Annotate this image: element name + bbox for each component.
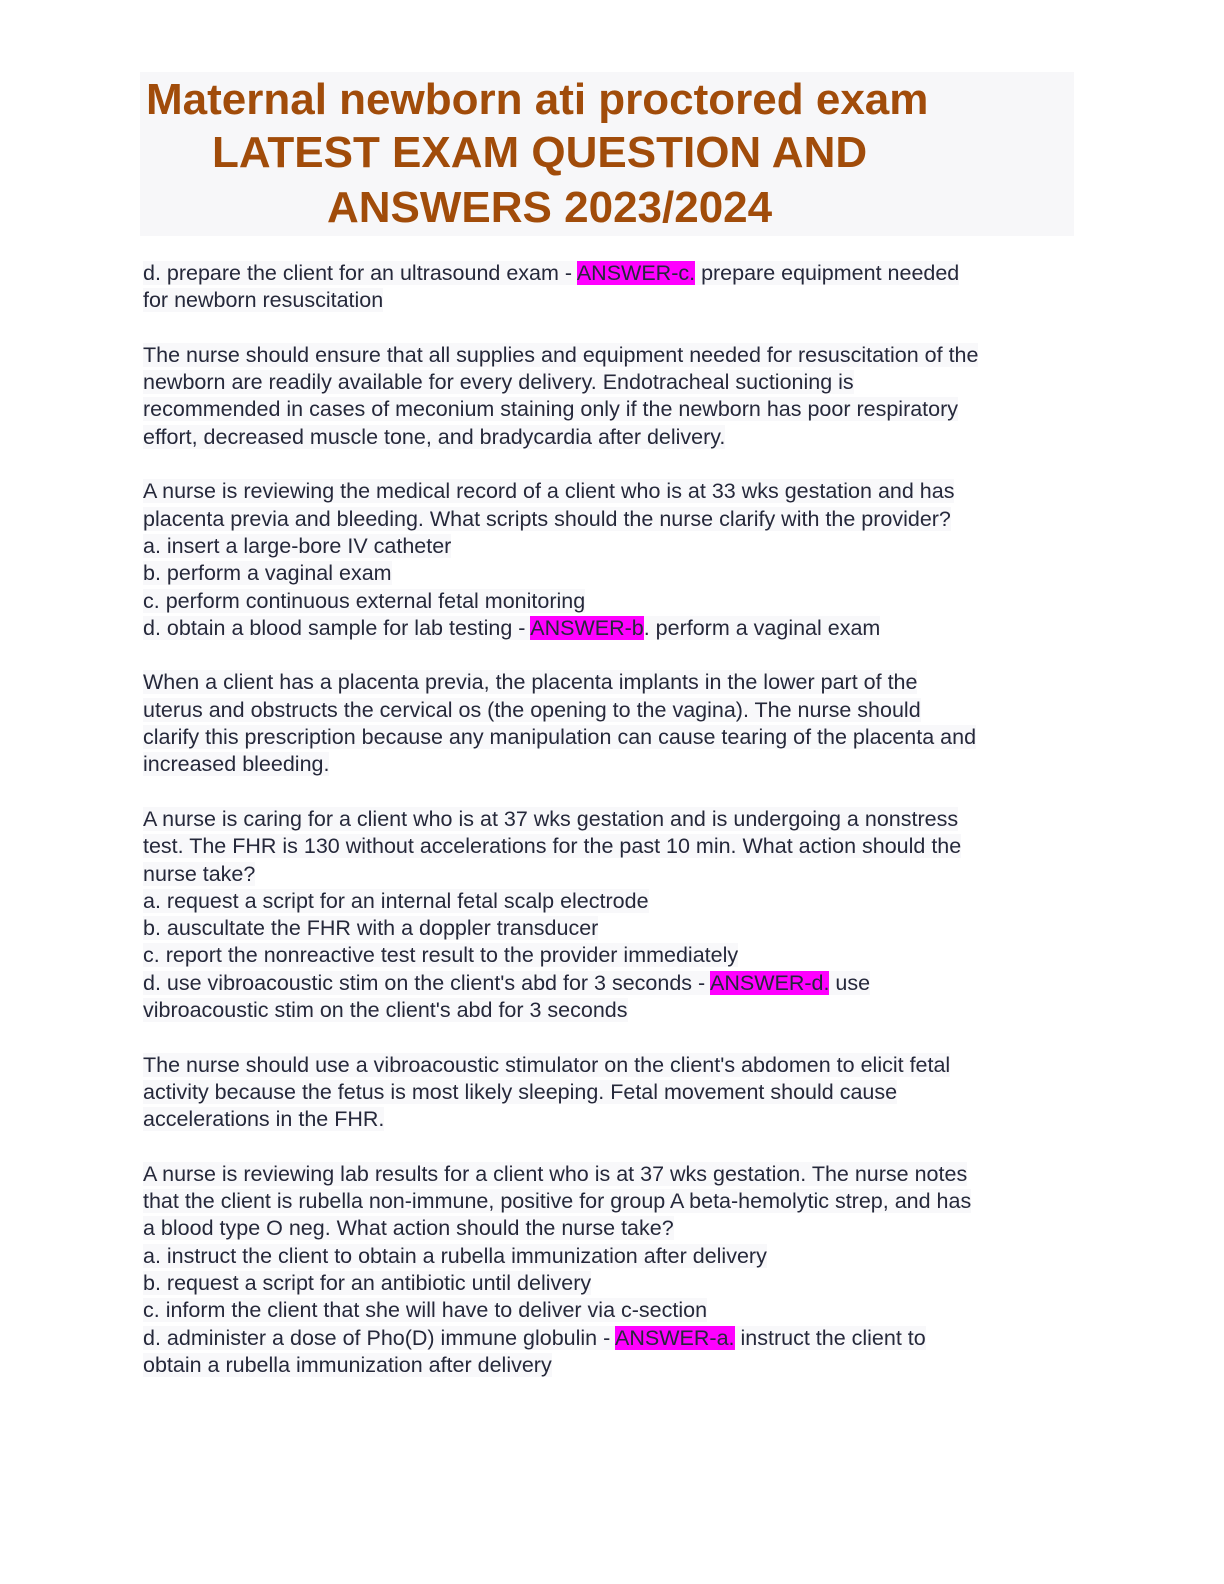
text-line	[143, 1325, 1073, 1352]
paragraph	[143, 806, 1073, 1024]
line-text: placenta previa and bleeding. What scripts should the nurse clarify with the provider?	[143, 506, 951, 531]
text-line	[143, 861, 1073, 888]
text-line	[143, 697, 1073, 724]
line-text: newborn are readily available for every delivery. Endotracheal suctioning is	[143, 370, 854, 395]
document-title-line-3: ANSWERS 2023/2024	[327, 183, 773, 232]
text-line	[143, 396, 1073, 423]
text-line	[143, 1243, 1073, 1270]
line-text: b. request a script for an antibiotic until delivery	[143, 1270, 592, 1295]
text-line	[143, 997, 1073, 1024]
line-text: When a client has a placenta previa, the placenta implants in the lower part of the	[143, 670, 918, 695]
text-line	[143, 260, 1073, 287]
answer-highlight: ANSWER-c.	[576, 261, 696, 285]
line-text: obtain a rubella immunization after delivery	[143, 1352, 552, 1377]
line-text: a. instruct the client to obtain a rubella immunization after delivery	[143, 1243, 767, 1268]
answer-highlight: ANSWER-b	[530, 615, 644, 640]
line-text: recommended in cases of meconium staining only if the newborn has poor respiratory	[143, 397, 959, 422]
text-line	[143, 1188, 1073, 1215]
line-text: increased bleeding.	[143, 752, 330, 777]
line-text: nurse take?	[143, 861, 256, 886]
paragraph	[143, 342, 1073, 451]
text-line	[143, 588, 1073, 615]
answer-text: use	[829, 970, 871, 995]
text-line	[143, 1161, 1073, 1188]
line-text: b. perform a vaginal exam	[143, 561, 392, 586]
line-text: clarify this prescription because any manipulation can cause tearing of the placenta and	[143, 725, 977, 750]
text-line	[143, 833, 1073, 860]
text-line	[143, 1297, 1073, 1324]
line-text: a. request a script for an internal fetal scalp electrode	[143, 888, 649, 913]
line-text: vibroacoustic stim on the client's abd for 3 seconds	[143, 998, 628, 1023]
text-line	[143, 915, 1073, 942]
line-text: d. administer a dose of Pho(D) immune globulin -	[143, 1325, 616, 1350]
text-line	[143, 287, 1073, 314]
line-text: b. auscultate the FHR with a doppler transducer	[143, 916, 599, 941]
answer-highlight: ANSWER-d.	[709, 970, 830, 995]
line-text: c. report the nonreactive test result to the provider immediately	[143, 943, 739, 968]
line-text: A nurse is reviewing the medical record of a client who is at 33 wks gestation and has	[143, 479, 955, 504]
line-text: c. inform the client that she will have to deliver via c-section	[143, 1298, 708, 1323]
paragraph	[143, 1052, 1073, 1134]
text-line	[143, 1106, 1073, 1133]
text-line	[143, 1352, 1073, 1379]
text-line	[143, 1215, 1073, 1242]
text-line	[143, 970, 1073, 997]
answer-text: . perform a vaginal exam	[643, 615, 881, 640]
text-line	[143, 724, 1073, 751]
line-text: accelerations in the FHR.	[143, 1107, 385, 1132]
text-line	[143, 615, 1073, 642]
line-text: for newborn resuscitation	[143, 288, 384, 313]
text-line	[143, 806, 1073, 833]
text-line	[143, 533, 1073, 560]
document-title-line-2: LATEST EXAM QUESTION AND	[212, 128, 868, 177]
paragraph	[143, 669, 1073, 778]
line-text: a blood type O neg. What action should the nurse take?	[143, 1216, 674, 1241]
line-text: effort, decreased muscle tone, and bradycardia after delivery.	[143, 424, 726, 449]
text-line	[143, 424, 1073, 451]
document-body	[143, 260, 1073, 1379]
line-text: d. prepare the client for an ultrasound exam -	[143, 261, 577, 285]
line-text: A nurse is reviewing lab results for a client who is at 37 wks gestation. The nurse notes	[143, 1161, 968, 1186]
paragraph	[143, 1161, 1073, 1379]
text-line	[143, 751, 1073, 778]
line-text: activity because the fetus is most likely sleeping. Fetal movement should cause	[143, 1079, 898, 1104]
line-text: d. obtain a blood sample for lab testing -	[143, 615, 531, 640]
text-line	[143, 1052, 1073, 1079]
text-line	[143, 506, 1073, 533]
text-line	[143, 369, 1073, 396]
text-line	[143, 1270, 1073, 1297]
line-text: The nurse should ensure that all supplies and equipment needed for resuscitation of the	[143, 342, 979, 367]
text-line	[143, 478, 1073, 505]
document-title-line-1: Maternal newborn ati proctored exam	[146, 75, 929, 124]
line-text: uterus and obstructs the cervical os (the opening to the vagina). The nurse should	[143, 697, 921, 722]
line-text: test. The FHR is 130 without accelerations for the past 10 min. What action should the	[143, 834, 962, 859]
text-line	[143, 888, 1073, 915]
paragraph	[143, 260, 1073, 315]
line-text: The nurse should use a vibroacoustic stimulator on the client's abdomen to elicit fetal	[143, 1052, 951, 1077]
answer-text: prepare equipment needed	[695, 261, 960, 285]
text-line	[143, 342, 1073, 369]
text-line	[143, 1079, 1073, 1106]
line-text: d. use vibroacoustic stim on the client's abd for 3 seconds -	[143, 970, 710, 995]
answer-text: instruct the client to	[734, 1325, 926, 1350]
line-text: a. insert a large-bore IV catheter	[143, 533, 452, 558]
text-line	[143, 669, 1073, 696]
line-text: that the client is rubella non-immune, positive for group A beta-hemolytic strep, and has	[143, 1189, 972, 1214]
text-line	[143, 942, 1073, 969]
answer-highlight: ANSWER-a.	[615, 1325, 735, 1350]
paragraph	[143, 478, 1073, 642]
text-line	[143, 560, 1073, 587]
line-text: c. perform continuous external fetal monitoring	[143, 588, 586, 613]
line-text: A nurse is caring for a client who is at 37 wks gestation and is undergoing a nonstress	[143, 806, 959, 831]
